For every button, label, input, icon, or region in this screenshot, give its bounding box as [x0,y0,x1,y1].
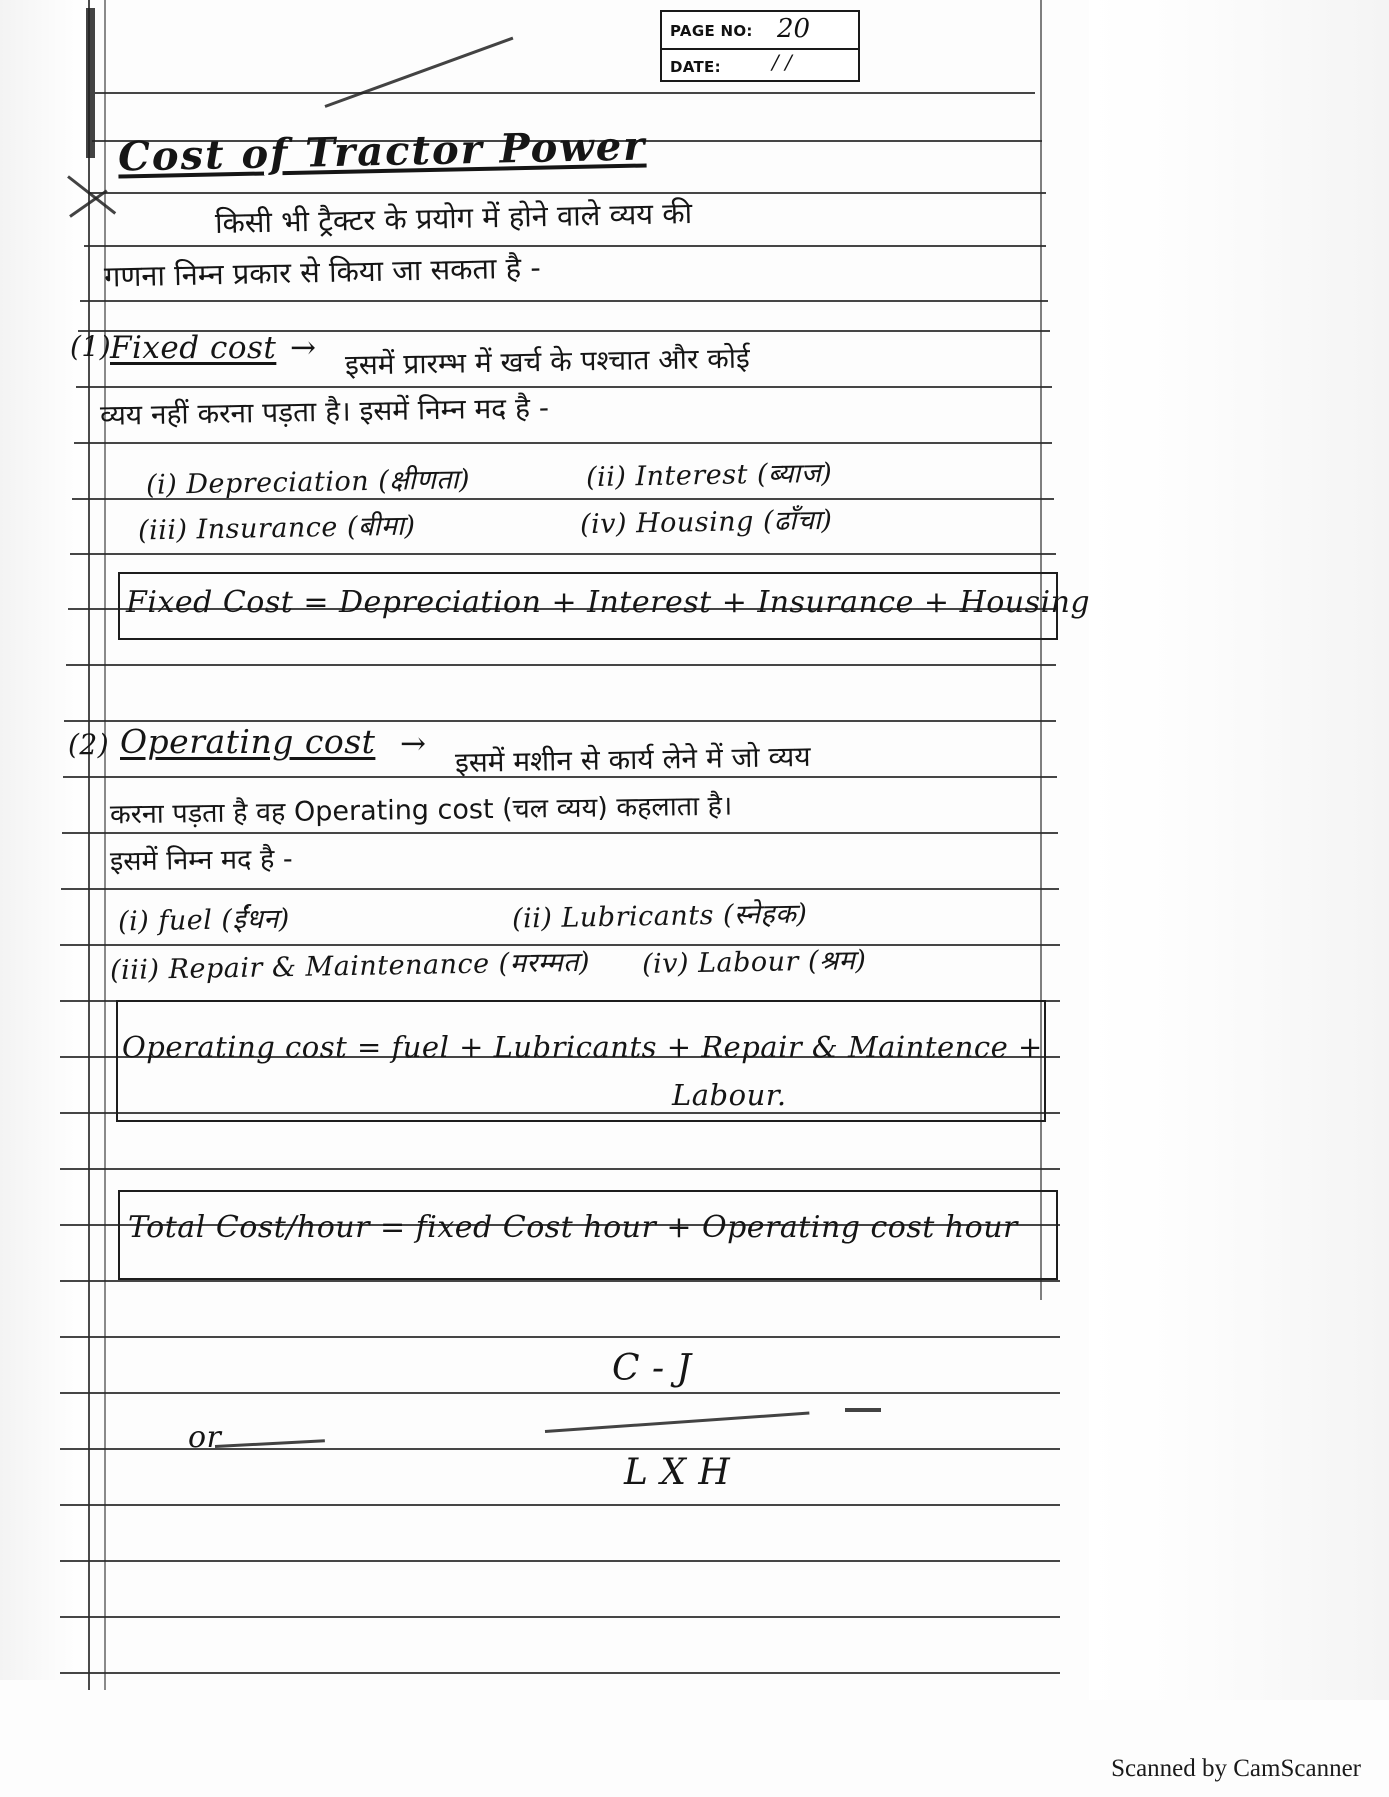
section-1-number: (1) [70,330,112,363]
scratch-numerator: C - J [612,1348,692,1389]
page-no-value: 20 [777,14,811,44]
section-1-item-2: (ii) Interest (ब्याज) [585,457,833,494]
rule-line [60,1280,1060,1282]
stamp-divider [662,48,858,50]
rule-line [60,1504,1060,1506]
section-1-heading: Fixed cost [110,330,277,366]
scan-edge-right [1089,0,1389,1700]
section-2-item-1: (i) fuel (ईंधन) [117,903,291,938]
section-2-item-2: (ii) Lubricants (स्नेहक) [511,898,808,935]
total-cost-formula: Total Cost/hour = fixed Cost hour + Operating cost hour [128,1210,1018,1245]
operating-cost-formula-line-1: Operating cost = fuel + Lubricants + Repair & Maintence + [122,1030,1043,1064]
margin-line [104,0,106,1690]
rule-line [60,1168,1060,1170]
rule-line [66,664,1056,666]
rule-line [61,888,1059,890]
fixed-cost-formula: Fixed Cost = Depreciation + Interest + Insurance + Housing [126,585,1091,620]
operating-cost-formula-line-2: Labour. [672,1078,787,1112]
rule-line [95,92,1035,94]
pen-stroke [845,1408,881,1412]
scan-edge-left [0,0,86,1680]
camscanner-watermark: Scanned by CamScanner [1111,1755,1361,1782]
section-2-body-line-2: करना पड़ता है वह Operating cost (चल व्यय) कहलाता है। [109,790,733,831]
intro-line-1: किसी भी ट्रैक्टर के प्रयोग में होने वाले व्यय की [214,196,693,240]
section-2-body-line-3: इसमें निम्न मद है - [109,843,293,878]
rule-line [76,386,1052,388]
rule-line [88,192,1046,194]
rule-line [60,1336,1060,1338]
pen-stroke [215,1439,325,1448]
scratch-left-mark: or [188,1420,222,1455]
section-1-item-1: (i) Depreciation (क्षीणता) [145,464,471,501]
fraction-bar [545,1412,810,1433]
section-1-item-3: (iii) Insurance (बीमा) [137,510,416,547]
rule-line [60,1616,1060,1618]
rule-line [84,245,1046,247]
intro-line-2: गणना निम्न प्रकार से किया जा सकता है - [103,250,542,294]
date-value: / / [772,50,792,74]
rule-line [70,553,1056,555]
section-2-item-3: (iii) Repair & Maintenance (मरम्मत) [109,946,591,987]
section-1-body-line-1: इसमें प्रारम्भ में खर्च के पश्चात और कोई [344,341,751,382]
section-1-arrow: → [290,330,317,366]
rule-line [62,832,1058,834]
page-title: Cost of Tractor Power [117,122,647,181]
section-2-number: (2) [68,728,110,761]
margin-line [88,0,90,1690]
section-1-item-4: (iv) Housing (ढाँचा) [579,504,833,541]
section-2-body-line-1: इसमें मशीन से कार्य लेने में जो व्यय [454,739,811,780]
section-2-item-4: (iv) Labour (श्रम) [641,945,867,980]
scratch-denominator: L X H [624,1452,731,1493]
section-1-body-line-2: व्यय नहीं करना पड़ता है। इसमें निम्न मद है - [99,391,550,432]
rule-line [80,300,1048,302]
rule-line [60,1392,1060,1394]
pen-stroke [86,8,95,158]
rule-line [60,1672,1060,1674]
pen-stroke [324,37,513,108]
rule-line [60,1560,1060,1562]
rule-line [74,442,1052,444]
section-2-arrow: → [400,726,427,762]
page-number-stamp [660,10,860,82]
section-2-heading: Operating cost [120,722,376,761]
date-label: DATE: [670,58,721,76]
page-no-label: PAGE NO: [670,22,753,40]
